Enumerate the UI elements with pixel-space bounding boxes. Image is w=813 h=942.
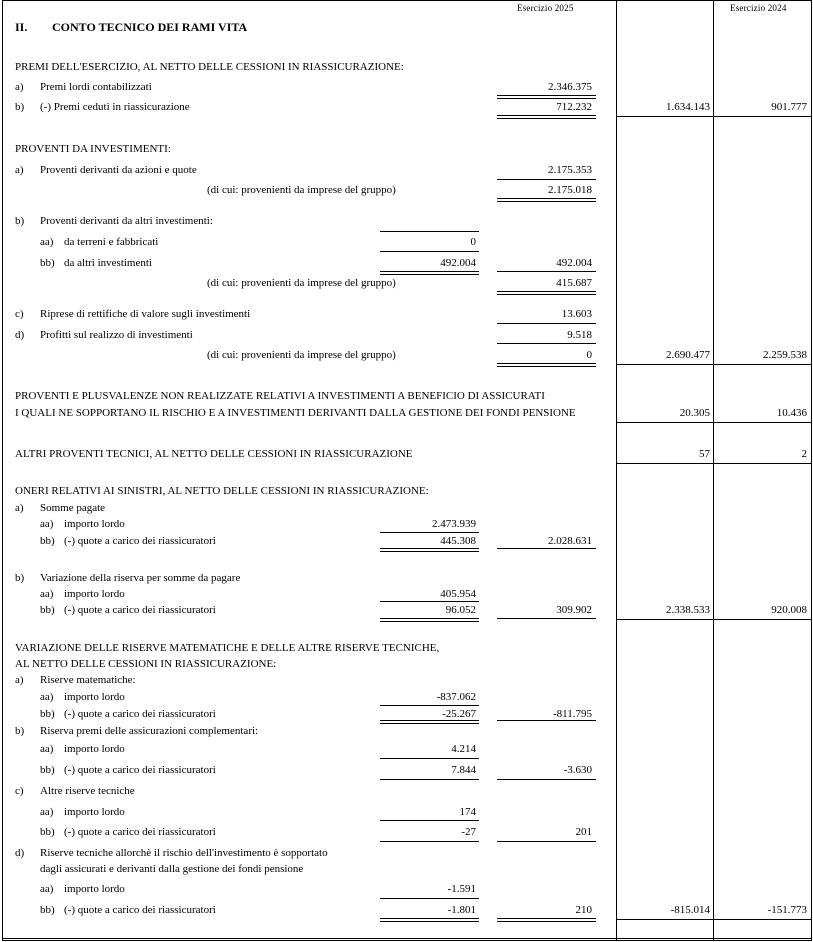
underline (497, 291, 596, 295)
underline (380, 251, 479, 252)
column-divider-left (616, 0, 617, 940)
proventi-c-value: 13.603 (561, 308, 592, 320)
proventi-d-prefix: d) (15, 329, 25, 341)
riserve-c-label: Altre riserve tecniche (40, 785, 135, 797)
proventi-d-label: Profitti sul realizzo di investimenti (40, 329, 193, 341)
proventi-b-bb-label: da altri investimenti (64, 257, 152, 269)
riserve-d-bb-label: (-) quote a carico dei riassicuratori (64, 904, 216, 916)
proventi-b-dicui-value: 415.687 (556, 277, 592, 289)
riserve-b-bb-label: (-) quote a carico dei riassicuratori (64, 764, 216, 776)
proventi-d-dicui-value: 0 (586, 349, 592, 361)
page-frame (2, 0, 812, 941)
oneri-title: ONERI RELATIVI AI SINISTRI, AL NETTO DELLE CESSIONI IN RIASSICURAZIONE: (15, 485, 429, 497)
premi-title: PREMI DELL'ESERCIZIO, AL NETTO DELLE CESSIONI IN RIASSICURAZIONE: (15, 61, 404, 73)
underline (380, 532, 479, 533)
proventi-b-aa-value: 0 (470, 236, 476, 248)
proventi-b-bb-value: 492.004 (440, 257, 476, 269)
oneri-a-aa-label: importo lordo (64, 518, 125, 530)
oneri-b-aa-label: importo lordo (64, 588, 125, 600)
riserve-c-aa-value: 174 (459, 806, 476, 818)
underline (380, 918, 479, 922)
riserve-d-bb-prefix: bb) (40, 904, 55, 916)
underline (714, 463, 812, 464)
underline (380, 779, 479, 780)
riserve-d-aa-label: importo lordo (64, 883, 125, 895)
riserve-b-aa-label: importo lordo (64, 743, 125, 755)
underline (497, 918, 596, 922)
section-title: CONTO TECNICO DEI RAMI VITA (52, 20, 248, 34)
plusvalenze-line2: I QUALI NE SOPPORTANO IL RISCHIO E A INVESTIMENTI DERIVANTI DALLA GESTIONE DEI FONDI PENSIONE (15, 407, 576, 419)
riserve-a-total: -811.795 (552, 708, 592, 720)
riserve-title1: VARIAZIONE DELLE RISERVE MATEMATICHE E DELLE ALTRE RISERVE TECNICHE, (15, 642, 440, 654)
riserve-a-bb-value: -25.267 (442, 708, 476, 720)
riserve-a-bb-label: (-) quote a carico dei riassicuratori (64, 708, 216, 720)
underline (497, 548, 596, 549)
oneri-b-label: Variazione della riserva per somme da pagare (40, 572, 241, 584)
underline (617, 422, 713, 423)
oneri-a-bb-value: 445.308 (440, 535, 476, 547)
proventi-a-value: 2.175.353 (548, 164, 592, 176)
proventi-b-label: Proventi derivanti da altri investimenti: (40, 215, 213, 227)
oneri-a-total: 2.028.631 (548, 535, 592, 547)
underline (617, 364, 713, 365)
riserve-d-aa-value: -1.591 (447, 883, 476, 895)
premi-total-2025: 1.634.143 (666, 101, 710, 113)
underline (714, 919, 812, 920)
riserve-d-label2: dagli assicurati e derivanti dalla gestione dei fondi pensione (40, 863, 304, 875)
proventi-d-dicui-label: (di cui: provenienti da imprese del gruppo) (207, 349, 396, 361)
riserve-c-prefix: c) (15, 785, 24, 797)
underline (380, 898, 479, 899)
section-number: II. (15, 20, 28, 34)
riserve-c-bb-label: (-) quote a carico dei riassicuratori (64, 826, 216, 838)
oneri-b-total: 309.902 (556, 604, 592, 616)
premi-b-label: (-) Premi ceduti in riassicurazione (40, 101, 190, 113)
oneri-b-bb-prefix: bb) (40, 604, 55, 616)
riserve-c-total: 201 (575, 826, 592, 838)
oneri-b-aa-value: 405.954 (440, 588, 476, 600)
proventi-c-prefix: c) (15, 308, 24, 320)
underline (497, 115, 596, 119)
oneri-b-aa-prefix: aa) (40, 588, 54, 600)
underline (380, 618, 479, 622)
underline (380, 720, 479, 724)
premi-a-prefix: a) (15, 81, 24, 93)
riserve-b-total: -3.630 (563, 764, 592, 776)
underline (714, 422, 812, 423)
proventi-b-bb-prefix: bb) (40, 257, 55, 269)
riserve-b-prefix: b) (15, 725, 25, 737)
proventi-a-dicui-label: (di cui: provenienti da imprese del gruppo) (207, 184, 396, 196)
plusvalenze-line1: PROVENTI E PLUSVALENZE NON REALIZZATE RELATIVI A INVESTIMENTI A BENEFICIO DI ASSICURATI (15, 390, 545, 402)
riserve-a-bb-prefix: bb) (40, 708, 55, 720)
riserve-b-aa-prefix: aa) (40, 743, 54, 755)
underline (714, 364, 812, 365)
riserve-d-label1: Riserve tecniche allorchè il rischio dell'investimento è sopportato (40, 847, 328, 859)
underline (380, 231, 479, 232)
oneri-total-2025: 2.338.533 (666, 604, 710, 616)
underline (497, 343, 596, 344)
altri-proventi-total-2025: 57 (699, 448, 710, 460)
proventi-b-aa-prefix: aa) (40, 236, 54, 248)
riserve-c-aa-prefix: aa) (40, 806, 54, 818)
riserve-a-aa-label: importo lordo (64, 691, 125, 703)
proventi-a-prefix: a) (15, 164, 24, 176)
premi-a-label: Premi lordi contabilizzati (40, 81, 152, 93)
riserve-c-bb-prefix: bb) (40, 826, 55, 838)
altri-proventi-total-2024: 2 (801, 448, 807, 460)
riserve-c-aa-label: importo lordo (64, 806, 125, 818)
oneri-b-bb-value: 96.052 (445, 604, 476, 616)
riserve-total-2025: -815.014 (670, 904, 710, 916)
riserve-b-bb-value: 7.844 (451, 764, 476, 776)
underline (497, 95, 596, 99)
premi-b-prefix: b) (15, 101, 25, 113)
riserve-c-bb-value: -27 (461, 826, 476, 838)
underline (497, 179, 596, 180)
riserve-a-prefix: a) (15, 674, 24, 686)
oneri-a-aa-value: 2.473.939 (432, 518, 476, 530)
underline (497, 720, 596, 721)
riserve-d-prefix: d) (15, 847, 25, 859)
proventi-b-aa-label: da terreni e fabbricati (64, 236, 159, 248)
underline (380, 601, 479, 602)
premi-b-value: 712.232 (556, 101, 592, 113)
proventi-b-total: 492.004 (556, 257, 592, 269)
column-header-2025: Esercizio 2025 (517, 3, 574, 13)
proventi-a-dicui-value: 2.175.018 (548, 184, 592, 196)
underline (497, 841, 596, 842)
underline (617, 619, 713, 620)
underline (380, 841, 479, 842)
underline (380, 548, 479, 552)
bottom-rule (2, 938, 812, 939)
riserve-d-aa-prefix: aa) (40, 883, 54, 895)
oneri-a-bb-prefix: bb) (40, 535, 55, 547)
riserve-total-2024: -151.773 (767, 904, 807, 916)
riserve-d-bb-value: -1.801 (447, 904, 476, 916)
oneri-a-label: Somme pagate (40, 502, 106, 514)
underline (380, 820, 479, 821)
plusvalenze-total-2025: 20.305 (679, 407, 710, 419)
proventi-a-label: Proventi derivanti da azioni e quote (40, 164, 197, 176)
oneri-total-2024: 920.008 (771, 604, 807, 616)
proventi-total-2024: 2.259.538 (763, 349, 807, 361)
underline (497, 618, 596, 619)
underline (714, 619, 812, 620)
underline (380, 758, 479, 759)
plusvalenze-total-2024: 10.436 (776, 407, 807, 419)
proventi-c-label: Riprese di rettifiche di valore sugli investimenti (40, 308, 251, 320)
oneri-a-aa-prefix: aa) (40, 518, 54, 530)
proventi-title: PROVENTI DA INVESTIMENTI: (15, 143, 171, 155)
underline (497, 779, 596, 780)
underline (497, 323, 596, 324)
riserve-a-label: Riserve matematiche: (40, 674, 136, 686)
oneri-a-bb-label: (-) quote a carico dei riassicuratori (64, 535, 216, 547)
underline (380, 705, 479, 706)
premi-total-2024: 901.777 (771, 101, 807, 113)
column-header-2024: Esercizio 2024 (730, 3, 787, 13)
column-divider-right (713, 0, 714, 940)
underline (617, 463, 713, 464)
proventi-total-2025: 2.690.477 (666, 349, 710, 361)
proventi-b-prefix: b) (15, 215, 25, 227)
underline (714, 116, 812, 117)
riserve-a-aa-prefix: aa) (40, 691, 54, 703)
oneri-a-prefix: a) (15, 502, 24, 514)
riserve-b-bb-prefix: bb) (40, 764, 55, 776)
proventi-d-value: 9.518 (567, 329, 592, 341)
underline (497, 363, 596, 367)
underline (617, 919, 713, 920)
underline (497, 271, 596, 272)
altri-proventi-title: ALTRI PROVENTI TECNICI, AL NETTO DELLE CESSIONI IN RIASSICURAZIONE (15, 448, 413, 460)
proventi-b-dicui-label: (di cui: provenienti da imprese del gruppo) (207, 277, 396, 289)
riserve-b-aa-value: 4.214 (451, 743, 476, 755)
riserve-b-label: Riserva premi delle assicurazioni complementari: (40, 725, 259, 737)
oneri-b-bb-label: (-) quote a carico dei riassicuratori (64, 604, 216, 616)
oneri-b-prefix: b) (15, 572, 25, 584)
riserve-title2: AL NETTO DELLE CESSIONI IN RIASSICURAZIONE: (15, 658, 277, 670)
underline (380, 271, 479, 275)
riserve-d-total: 210 (575, 904, 592, 916)
riserve-a-aa-value: -837.062 (436, 691, 476, 703)
underline (497, 198, 596, 202)
underline (617, 116, 713, 117)
premi-a-value: 2.346.375 (548, 81, 592, 93)
